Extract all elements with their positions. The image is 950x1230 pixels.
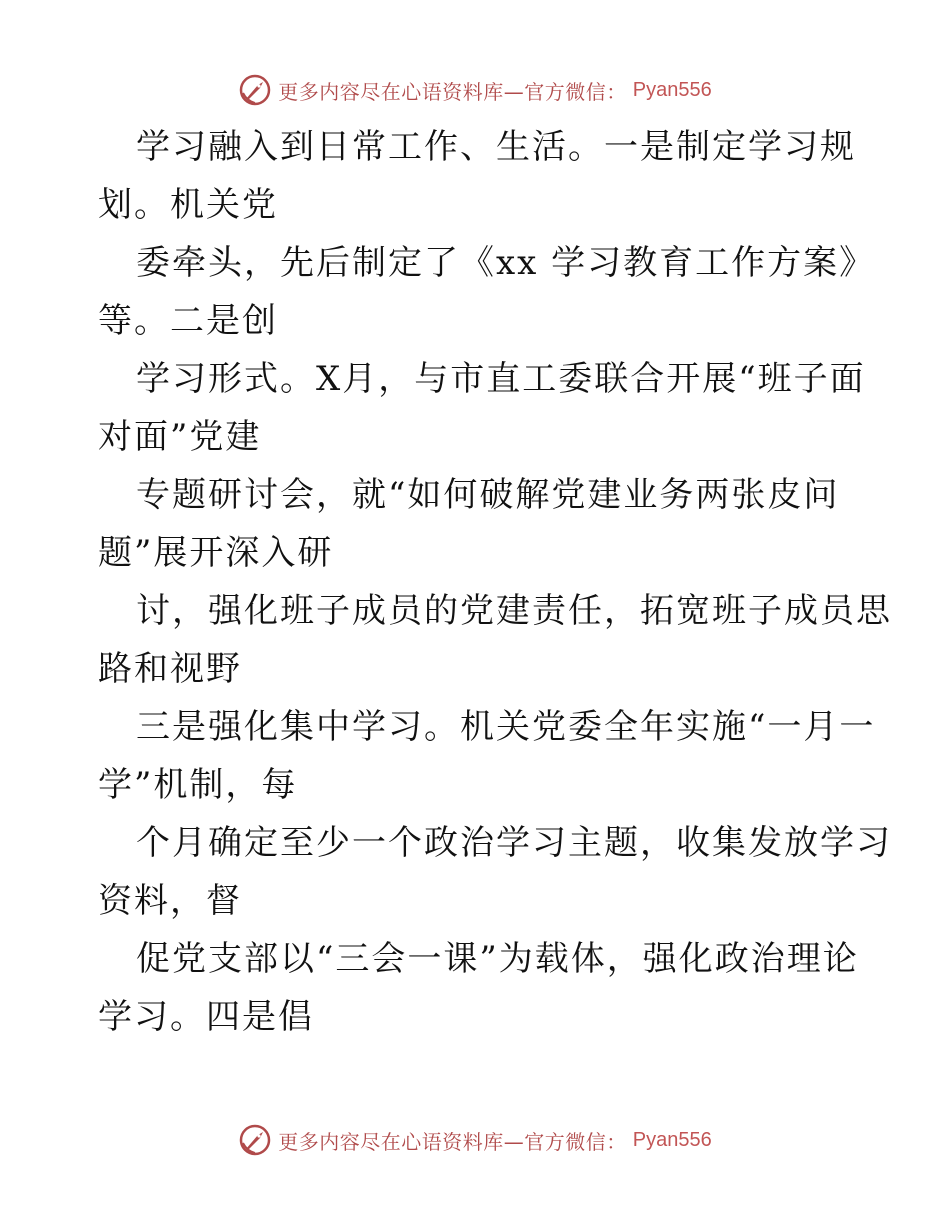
paragraph-line: 讨，强化班子成员的党建责任，拓宽班子成员思 bbox=[136, 591, 892, 631]
pen-nib-logo-icon bbox=[238, 1123, 272, 1157]
paragraph-line: 对面”党建 bbox=[98, 417, 262, 457]
paragraph-line: 三是强化集中学习。机关党委全年实施“一月一 bbox=[136, 707, 876, 747]
paragraph-line: 学习融入到日常工作、生活。一是制定学习规 bbox=[136, 127, 856, 167]
watermark-text: 更多内容尽在心语资料库—官方微信： bbox=[278, 79, 627, 104]
paragraph-line: 专题研讨会，就“如何破解党建业务两张皮问 bbox=[136, 475, 840, 515]
paragraph-line: 学习形式。X月，与市直工委联合开展“班子面 bbox=[136, 359, 866, 399]
watermark-wechat-id: Pyan556 bbox=[632, 1128, 712, 1151]
watermark-wechat-id: Pyan556 bbox=[632, 78, 712, 101]
footer-watermark bbox=[0, 1120, 950, 1160]
document-body bbox=[98, 118, 892, 1046]
watermark-text: 更多内容尽在心语资料库—官方微信： bbox=[278, 1129, 627, 1154]
paragraph-line: 学”机制，每 bbox=[98, 765, 298, 805]
paragraph-line: 学习。四是倡 bbox=[98, 997, 314, 1037]
paragraph-line: 题”展开深入研 bbox=[98, 533, 334, 573]
header-watermark bbox=[0, 70, 950, 110]
pen-nib-logo-icon bbox=[238, 73, 272, 107]
paragraph-line: 委牵头，先后制定了《xx 学习教育工作方案》 bbox=[136, 243, 876, 283]
paragraph-line: 资料，督 bbox=[98, 881, 242, 921]
paragraph-line: 划。机关党 bbox=[98, 185, 278, 225]
paragraph-line: 路和视野 bbox=[98, 649, 242, 689]
paragraph-line: 等。二是创 bbox=[98, 301, 278, 341]
paragraph-line: 促党支部以“三会一课”为载体，强化政治理论 bbox=[136, 939, 859, 979]
paragraph-line: 个月确定至少一个政治学习主题，收集发放学习 bbox=[136, 823, 892, 863]
